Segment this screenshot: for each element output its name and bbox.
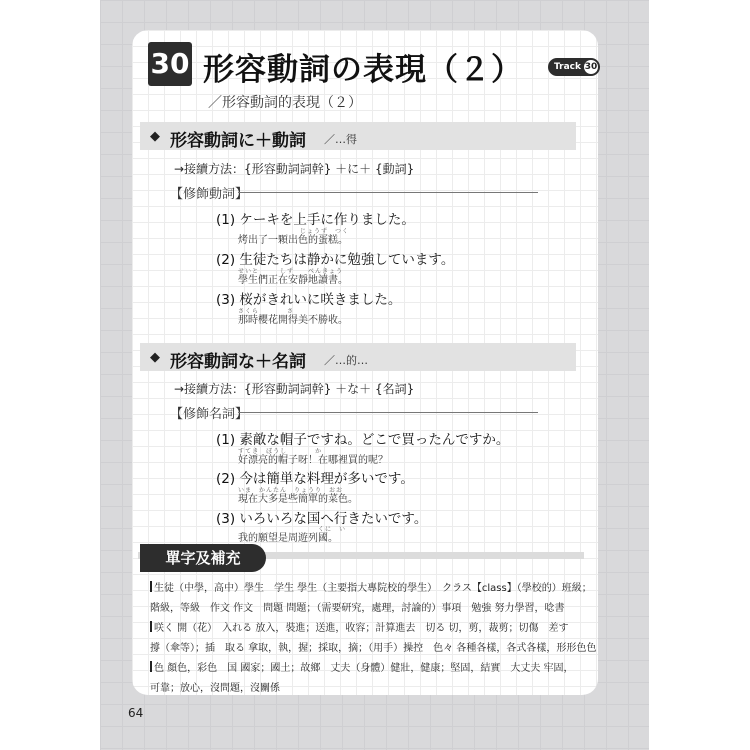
example-sentence: (3) いろいろな国へ行きたいです。	[216, 511, 428, 527]
section-title: 形容動詞な＋名詞	[170, 352, 306, 372]
example-sentence: (2) 生徒たちは静かに勉強しています。	[216, 252, 455, 268]
example-translation: 好漂亮的帽子呀！在哪裡買的呢？	[238, 455, 388, 466]
example-sentence: (2) 今は簡単な料理が多いです。	[216, 471, 414, 487]
furigana: さくら さ	[238, 308, 295, 315]
lesson-number-badge: 30	[148, 42, 192, 86]
vocab-line: 撐（傘等）；插 取る 拿取，執，握；採取，摘；（用手）操控 色々 各種各樣，各式各樣，形形色色	[150, 643, 597, 654]
modifier-label: 【修飾名詞】	[170, 407, 249, 422]
section-gloss: ／…的…	[324, 354, 368, 367]
diamond-icon: ◆	[150, 350, 160, 365]
section-gloss: ／…得	[324, 133, 357, 146]
divider	[238, 412, 538, 413]
page-subtitle: ／形容動詞的表現（２）	[208, 95, 362, 111]
modifier-label: 【修飾動詞】	[170, 187, 249, 202]
section-heading-verb	[140, 122, 576, 150]
vocab-bar	[150, 621, 152, 632]
furigana: くに い	[318, 526, 347, 533]
furigana: せいと しず べんきょう	[238, 268, 344, 275]
vocab-line: 階級，等級 作文 作文 問題 問題；（需要研究，處理，討論的）事項 勉強 努力學習，唸書	[150, 603, 565, 614]
connection-rule: →接續方法：{形容動詞詞幹} ＋に＋ {動詞}	[174, 162, 415, 176]
divider	[238, 192, 538, 193]
diamond-icon: ◆	[150, 129, 160, 144]
example-sentence: (1) ケーキを上手に作りました。	[216, 212, 415, 228]
example-translation: 現在大多是些簡單的菜色。	[238, 494, 358, 505]
vocab-title: 單字及補充	[140, 544, 266, 572]
example-sentence: (3) 桜がきれいに咲きました。	[216, 292, 402, 308]
furigana: いま かんたん りょうり おお	[238, 487, 344, 494]
vocab-line: 色 顏色，彩色 国 國家；國土；故鄉 丈夫（身體）健壯，健康；堅固，結實 大丈夫 牢固，	[150, 659, 590, 674]
example-translation: 烤出了一顆出色的蛋糕。	[238, 235, 348, 246]
furigana: じょうず つく	[300, 228, 350, 235]
track-badge[interactable]	[548, 58, 600, 76]
example-translation: 學生們正在安靜地讀書。	[238, 275, 348, 286]
example-sentence: (1) 素敵な帽子ですね。どこで買ったんですか。	[216, 432, 510, 448]
track-label: Track	[554, 62, 581, 72]
vocab-line: 咲く 開（花） 入れる 放入，裝進；送進，收容；計算進去 切る 切，剪，裁剪；切傷 差す	[150, 619, 590, 634]
example-translation: 那時櫻花開得美不勝收。	[238, 315, 348, 326]
vocab-line: 生徒（中學，高中）學生 学生 學生（主要指大專院校的學生） クラス【class】（學校的）班級；	[150, 579, 590, 594]
page-number: 64	[128, 706, 144, 720]
section-title: 形容動詞に＋動詞	[170, 131, 306, 151]
furigana: すてき ぼうし か	[238, 448, 323, 455]
track-number: 30	[584, 62, 598, 72]
page-title: 形容動詞の表現（２）	[203, 52, 523, 88]
vocab-bar	[150, 581, 152, 592]
example-translation: 我的願望是周遊列國。	[238, 533, 338, 544]
vocab-bar	[150, 661, 152, 672]
vocab-line: 可靠；放心，沒問題，沒關係	[150, 683, 280, 694]
connection-rule: →接續方法：{形容動詞詞幹} ＋な＋ {名詞}	[174, 382, 415, 396]
section-heading-noun	[140, 343, 576, 371]
